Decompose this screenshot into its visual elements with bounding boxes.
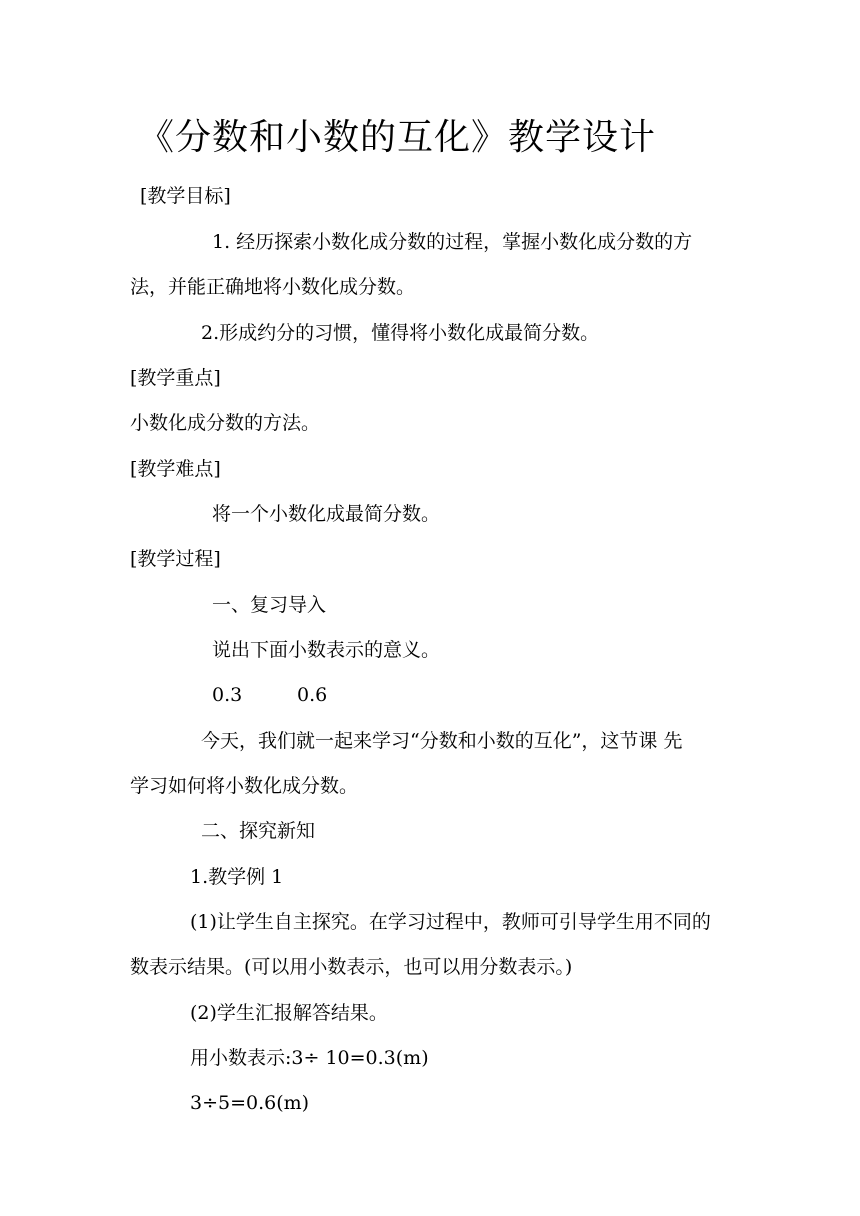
difficulties-text: 将一个小数化成最简分数。	[212, 503, 441, 525]
decimal-example-1: 0.3	[212, 684, 243, 706]
example-step-1-line-1: (1)让学生自主探究。在学习过程中，教师可引导学生用不同的	[190, 911, 711, 933]
decimal-result-1: 用小数表示:3÷ 10=0.3(m)	[190, 1047, 429, 1069]
section-heading-key-points: [教学重点]	[130, 367, 221, 389]
intro-paragraph-line-2: 学习如何将小数化成分数。	[130, 775, 359, 797]
review-prompt: 说出下面小数表示的意义。	[212, 639, 441, 661]
example-step-2: (2)学生汇报解答结果。	[190, 1002, 388, 1024]
example-1-heading: 1.教学例 1	[190, 866, 284, 888]
decimal-result-2: 3÷5=0.6(m)	[190, 1092, 310, 1114]
intro-paragraph-line-1: 今天，我们就一起来学习“分数和小数的互化”，这节课 先	[201, 730, 683, 752]
section-heading-difficulties: [教学难点]	[130, 458, 221, 480]
section-heading-process: [教学过程]	[130, 548, 221, 570]
key-points-text: 小数化成分数的方法。	[130, 412, 321, 434]
decimal-example-2: 0.6	[297, 684, 328, 706]
section-heading-teaching-goals: [教学目标]	[140, 185, 231, 207]
goal-2: 2.形成约分的习惯，懂得将小数化成最简分数。	[201, 322, 600, 344]
document-title: 《分数和小数的互化》教学设计	[138, 117, 657, 158]
step-explore-heading: 二、探究新知	[201, 820, 316, 842]
goal-1-line-2: 法，并能正确地将小数化成分数。	[130, 276, 416, 298]
step-review-heading: 一、复习导入	[212, 594, 327, 616]
example-step-1-line-2: 数表示结果。(可以用小数表示，也可以用分数表示。)	[130, 956, 573, 978]
goal-1-line-1: 1. 经历探索小数化成分数的过程，掌握小数化成分数的方	[212, 231, 693, 253]
